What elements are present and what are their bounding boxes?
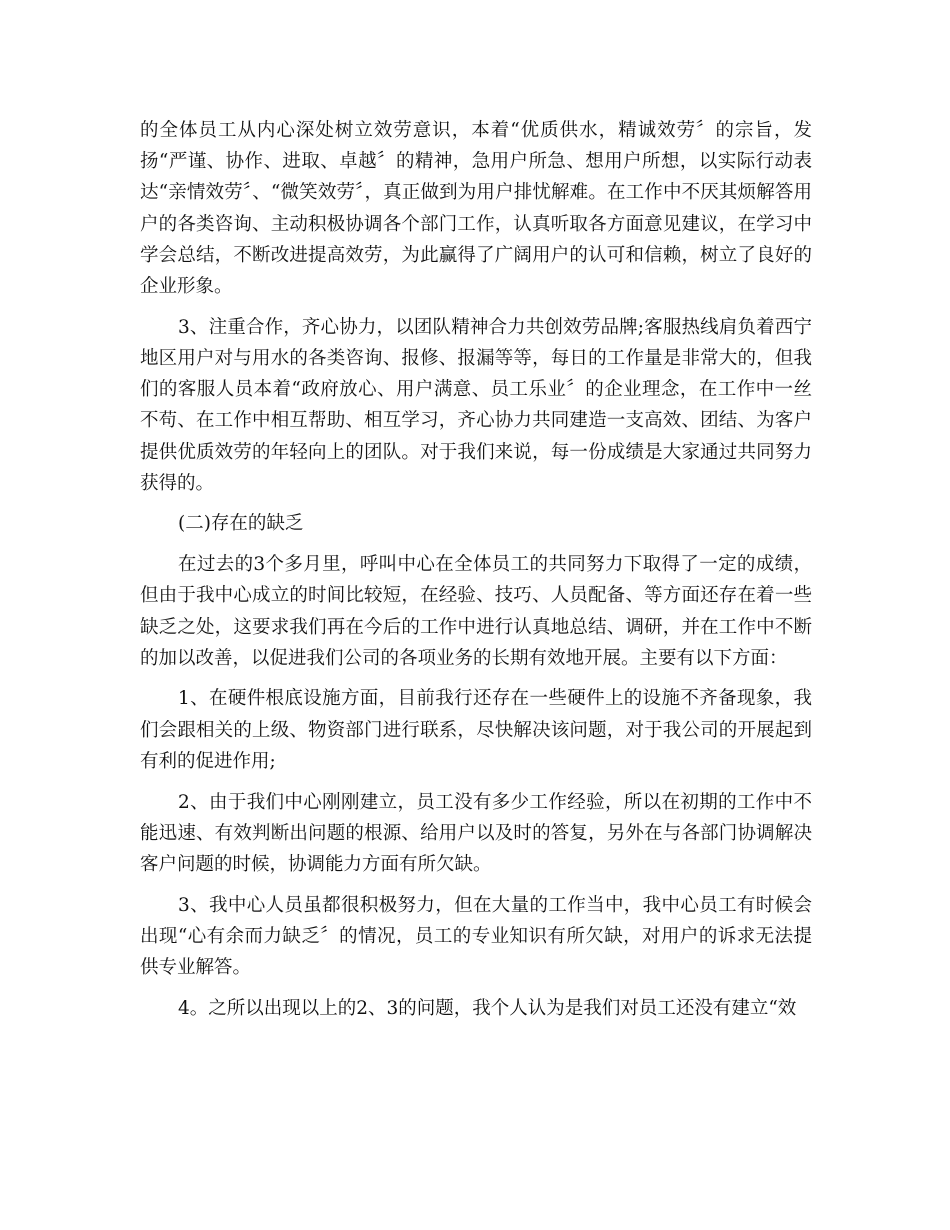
paragraph-hardware: 1、在硬件根底设施方面，目前我行还存在一些硬件上的设施不齐备现象，我们会跟相关的上级、物资部门进行联系，尽快解决该问题，对于我公司的开展起到有利的促进作用;: [140, 688, 812, 772]
section-heading-shortcomings: (二)存在的缺乏: [178, 513, 304, 535]
paragraph-shortcomings-intro: 在过去的3个多月里，呼叫中心在全体员工的共同努力下取得了一定的成绩，但由于我中心成立的时间比较短，在经验、技巧、人员配备、等方面还存在着一些缺乏之处，这要求我们再在今后的工作中进行认真地总结、调研，并在工作中不断的加以改善，以促进我们公司的各项业务的长期有效地开展。主要有以下方面：: [140, 554, 812, 669]
document-page: [140, 115, 812, 1033]
paragraph-knowledge: 3、我中心人员虽都很积极努力，但在大量的工作当中，我中心员工有时候会出现“心有余而力缺乏〞的情况，员工的专业知识有所欠缺，对用户的诉求无法提供专业解答。: [140, 894, 812, 979]
paragraph-cause: 4。之所以出现以上的2、3的问题，我个人认为是我们对员工还没有建立“效: [178, 997, 797, 1019]
paragraph-teamwork: 3、注重合作，齐心协力，以团队精神合力共创效劳品牌;客服热线肩负着西宁地区用户对与用水的各类咨询、报修、报漏等等，每日的工作量是非常大的，但我们的客服人员本着“政府放心、用户满意、员工乐业〞的企业理念，在工作中一丝不苟、在工作中相互帮助、相互学习，齐心协力共同建造一支高效、团结、为客户提供优质效劳的年轻向上的团队。对于我们来说，每一份成绩是大家通过共同努力获得的。: [140, 316, 812, 494]
paragraph-continuation: 的全体员工从内心深处树立效劳意识，本着“优质供水，精诚效劳〞的宗旨，发扬“严谨、协作、进取、卓越〞的精神，急用户所急、想用户所想，以实际行动表达“亲情效劳〞、“微笑效劳〞，真正做到为用户排忧解难。在工作中不厌其烦解答用户的各类咨询、主动积极协调各个部门工作，认真听取各方面意见建议，在学习中学会总结，不断改进提高效劳，为此赢得了广阔用户的认可和信赖，树立了良好的企业形象。: [140, 120, 812, 298]
paragraph-experience: 2、由于我们中心刚刚建立，员工没有多少工作经验，所以在初期的工作中不能迅速、有效判断出问题的根源、给用户以及时的答复，另外在与各部门协调解决客户问题的时候，协调能力方面有所欠缺。: [140, 791, 812, 875]
